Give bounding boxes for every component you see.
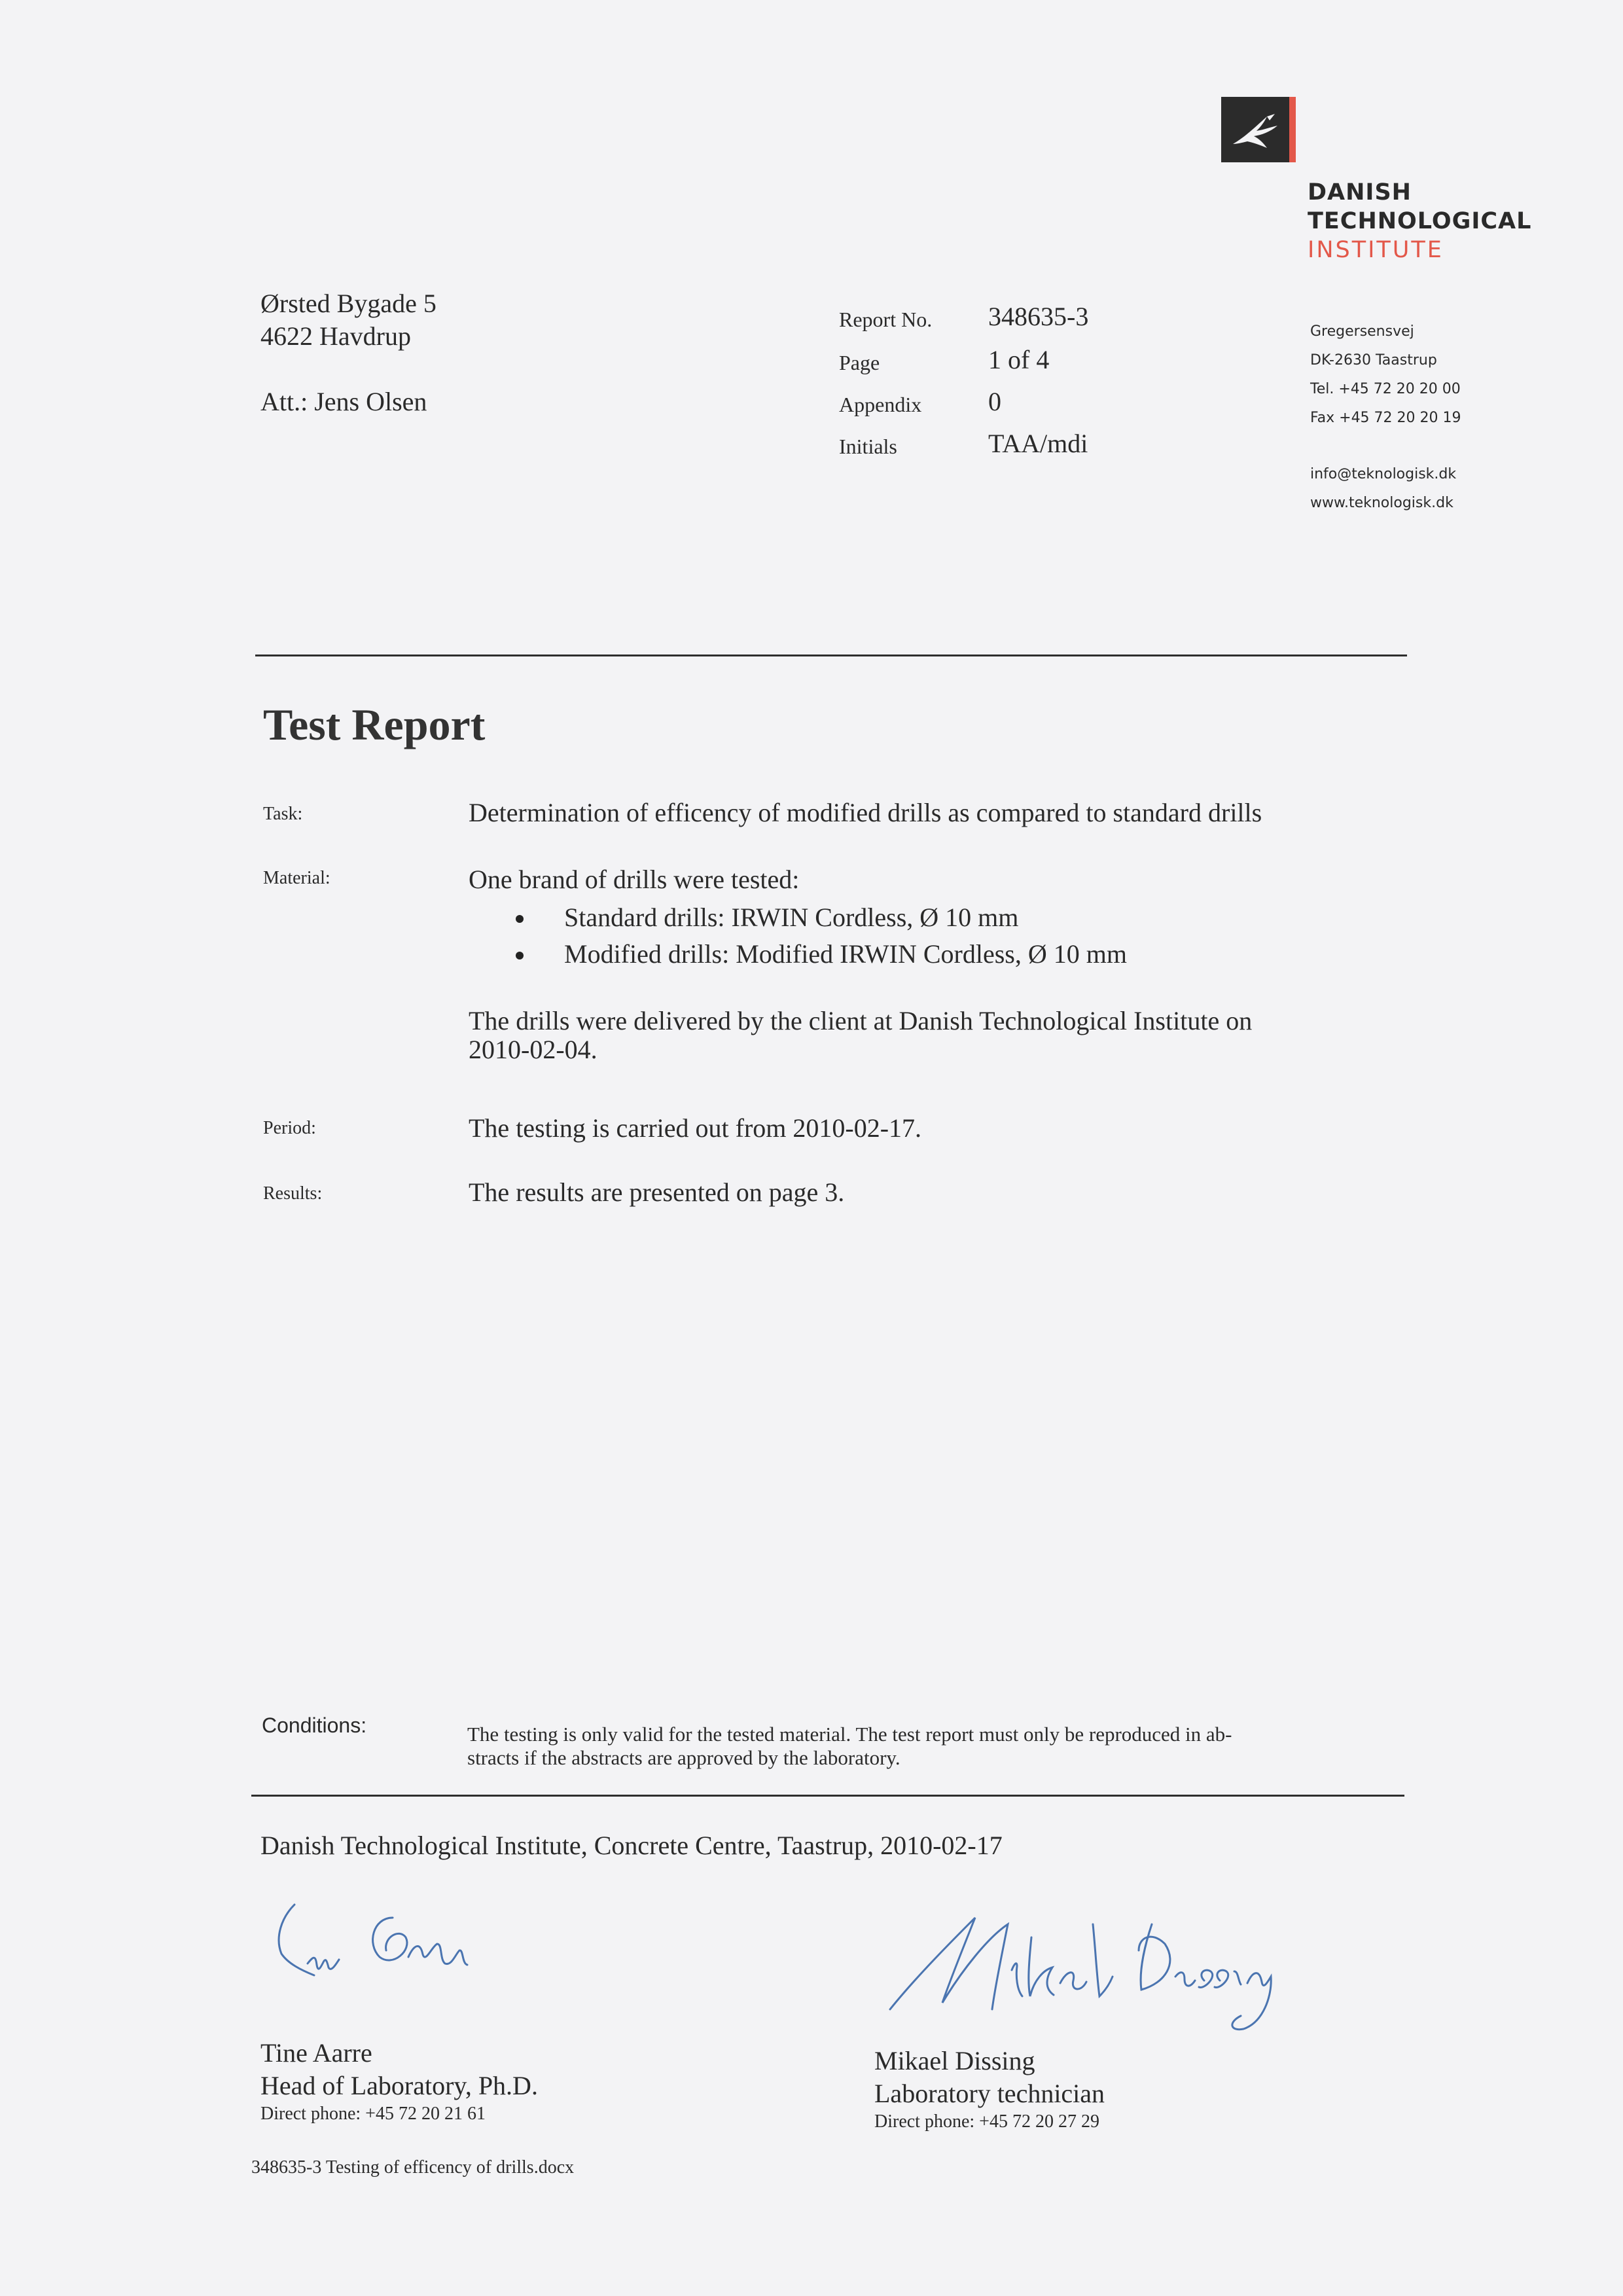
material-list [513,899,1127,973]
recipient-city: 4622 Havdrup [260,321,411,351]
task-text: Determination of efficency of modified drills as compared to standard drills [469,798,1262,827]
place-date: Danish Technological Institute, Concrete Centre, Taastrup, 2010-02-17 [260,1831,1003,1860]
signatory-tine [260,2037,538,2126]
meta-appendix-value: 0 [988,387,1001,416]
meta-initials-label: Initials [839,435,897,458]
material-delivery-line-1: The drills were delivered by the client at Danish Technological Institute on [469,1006,1253,1035]
brand-name [1308,178,1531,264]
signatory-tine-name: Tine Aarre [260,2038,372,2068]
meta-report-no-label: Report No. [839,308,933,331]
document-filename: 348635-3 Testing of efficency of drills.docx [251,2157,575,2178]
recipient-attention: Att.: Jens Olsen [260,387,427,416]
logo-bird-icon [1221,97,1289,162]
signatory-mikael [874,2045,1105,2134]
signatory-mikael-title: Laboratory technician [874,2079,1105,2108]
contact-city: DK-2630 Taastrup [1310,352,1437,368]
conditions-line-2: stracts if the abstracts are approved by the laboratory. [467,1746,901,1769]
material-item-standard: Standard drills: IRWIN Cordless, Ø 10 mm [513,899,1127,936]
conditions-text [467,1723,1364,1770]
contact-street: Gregersensvej [1310,323,1414,340]
brand-line-3: INSTITUTE [1308,237,1444,263]
signatory-tine-title: Head of Laboratory, Ph.D. [260,2071,538,2100]
meta-report-no-value: 348635-3 [988,302,1089,331]
header-divider [255,655,1407,656]
period-text: The testing is carried out from 2010-02-17. [469,1113,922,1143]
recipient-street: Ørsted Bygade 5 [260,289,437,318]
signatory-mikael-phone: Direct phone: +45 72 20 27 29 [874,2111,1099,2132]
contact-tel: Tel. +45 72 20 20 00 [1310,381,1461,397]
conditions-label: Conditions: [262,1713,367,1737]
meta-appendix-label: Appendix [839,393,922,416]
material-label: Material: [263,868,330,888]
signature-tine-aarre [268,1892,517,2003]
logo-accent-bar [1289,97,1296,162]
contact-web: www.teknologisk.dk [1310,495,1454,511]
results-text: The results are presented on page 3. [469,1177,845,1207]
results-label: Results: [263,1183,323,1204]
period-label: Period: [263,1118,316,1138]
meta-page-label: Page [839,351,880,374]
signatory-tine-phone: Direct phone: +45 72 20 21 61 [260,2104,486,2124]
material-intro: One brand of drills were tested: [469,865,800,894]
signature-mikael-dissing [877,1898,1283,2055]
meta-initials-value: TAA/mdi [988,429,1088,458]
contact-email: info@teknologisk.dk [1310,466,1457,482]
brand-line-2: TECHNOLOGICAL [1308,208,1532,234]
conditions-line-1: The testing is only valid for the tested material. The test report must only be reproduced in ab- [467,1723,1232,1746]
material-item-modified: Modified drills: Modified IRWIN Cordless, Ø 10 mm [513,936,1127,973]
report-title: Test Report [263,700,486,749]
brand-line-1: DANISH [1308,179,1412,206]
task-label: Task: [263,804,303,824]
material-delivery-line-2: 2010-02-04. [469,1035,597,1064]
meta-page-value: 1 of 4 [988,345,1050,374]
signatory-mikael-name: Mikael Dissing [874,2046,1035,2075]
contact-fax: Fax +45 72 20 20 19 [1310,410,1461,426]
footer-divider [251,1795,1404,1797]
